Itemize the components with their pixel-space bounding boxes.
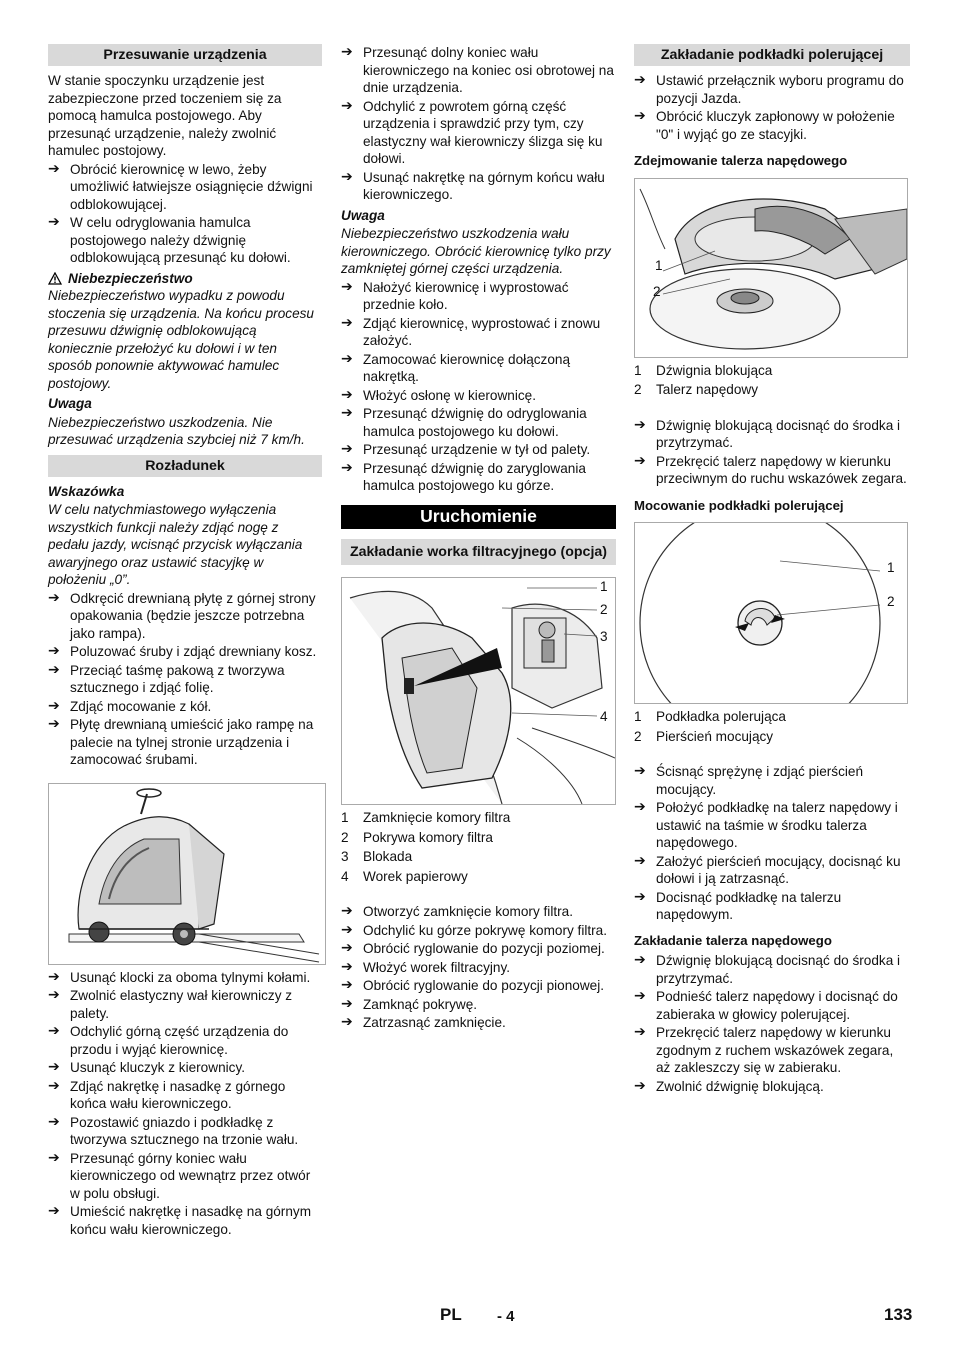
legend-text: Blokada [363,849,413,864]
footer-section: - 4 [497,1308,515,1325]
legend-item [634,381,910,399]
legend-number: 2 [634,728,642,744]
legend-number: 1 [634,709,642,724]
paragraph-rest: W stanie spoczynku urządzenie jest zabezpieczone przed toczeniem się za pomocą hamulca postojowego. Aby przesunąć urządzenie, należy zwolnić hamulec postojowy. [48,73,282,158]
step-item: ➔ Docisnąć podkładkę na talerzu napędowym. [634,889,910,924]
legend-item [341,829,616,847]
fig-label-2: 2 [887,594,895,609]
legend-number: 1 [341,810,349,825]
step-item: ➔ Usunąć nakrętkę na górnym końcu wału kierowniczego. [341,169,616,204]
step-item: ➔ Przesunąć dźwignię do odryglowania hamulca postojowego ku dołowi. [341,405,616,440]
step-item: ➔ Przesunąć urządzenie w tył od palety. [341,441,616,459]
step-item: ➔ W celu odryglowania hamulca postojowego należy dźwignię odblokowującą przesunąć ku dołowi. [48,214,322,267]
legend-list [341,809,616,885]
steps-list [341,903,616,1032]
legend-item [341,848,616,866]
steps-list [634,952,910,1095]
step-item: ➔ Zamocować kierownicę dołączoną nakrętką. [341,351,616,386]
steps-list [341,279,616,495]
column-2 [341,44,616,1033]
step-item: ➔ Dźwignię blokującą docisnąć do środka i przytrzymać. [634,952,910,987]
fig-label-2: 2 [653,283,661,299]
legend-item [634,728,910,746]
danger-heading [48,270,322,288]
heading-unloading: Rozładunek [48,455,322,477]
subheading-remove-plate: Zdejmowanie talerza napędowego [634,153,848,168]
step-item: ➔ Przesunąć dźwignię do zaryglowania hamulca postojowego ku górze. [341,460,616,495]
footer-page-number: 133 [884,1305,913,1324]
legend-number: 1 [634,362,642,378]
legend-item [634,362,910,380]
heading-startup: Uruchomienie [341,505,616,530]
note-text: Niebezpieczeństwo uszkodzenia. Nie przesuwać urządzenia szybciej niż 7 km/h. [48,414,305,447]
step-item: ➔ Ścisnąć sprężynę i zdjąć pierścień mocujący. [634,763,910,798]
fig-label-2: 2 [600,602,608,617]
legend-text: Worek papierowy [363,868,468,884]
steps-list [634,763,910,924]
step-item: ➔ Przekręcić talerz napędowy w kierunku zgodnym z ruchem wskazówek zegara, aż zakleszczy się w zabieraku. [634,1024,910,1077]
step-item: ➔ Przekręcić talerz napędowy w kierunku przeciwnym do ruchu wskazówek zegara. [634,453,910,488]
step-item: ➔ Obrócić kierownicę w lewo, żeby umożliwić łatwiejsze osiągnięcie dźwigni odblokowującej. [48,161,322,214]
heading-pad: Zakładanie podkładki polerującej [634,44,910,66]
legend-text: Podkładka polerująca [656,709,786,724]
danger-title: Niebezpieczeństwo [68,270,193,286]
legend-item [341,809,616,827]
step-item: ➔ Usunąć klocki za oboma tylnymi kołami. [48,969,322,987]
step-item: ➔ Umieścić nakrętkę i nasadkę na górnym końcu wału kierowniczego. [48,1203,322,1238]
step-item: ➔ Włożyć worek filtracyjny. [341,959,616,977]
legend-number: 4 [341,868,349,884]
hint-title: Wskazówka [48,483,125,499]
note-text: Niebezpieczeństwo uszkodzenia wału kierowniczego. Obrócić kierownicę tylko przy zamkniętej górnej części urządzenia. [341,226,611,276]
step-item: ➔ Zwolnić elastyczny wał kierowniczy z palety. [48,987,322,1022]
step-item: ➔ Obrócić kluczyk zapłonowy w położenie "0" i wyjąć go ze stacyjki. [634,108,910,143]
step-item: ➔ Nałożyć kierownicę i wyprostować przednie koło. [341,279,616,314]
legend-item [341,868,616,886]
danger-text: Niebezpieczeństwo wypadku z powodu stoczenia się urządzenia. Na końcu procesu przesuwu dźwignię odblokowującą koniecznie przełożyć ku dołowi i w ten sposób ponownie aktywować hamulec postojowy. [48,288,314,391]
footer-language: PL [440,1305,462,1324]
step-item: ➔ Usunąć kluczyk z kierownicy. [48,1059,322,1077]
legend-list [634,362,910,399]
step-item: ➔ Obrócić ryglowanie do pozycji poziomej. [341,940,616,958]
legend-text: Pierścień mocujący [656,728,774,744]
legend-list [634,708,910,745]
machine-ramp-figure [48,783,326,965]
step-item: ➔ Poluzować śruby i zdjąć drewniany kosz. [48,643,322,661]
fig-label-3: 3 [600,629,608,644]
note-title: Uwaga [341,207,385,223]
legend-number: 2 [634,382,642,397]
subheading-mount-pad: Mocowanie podkładki polerującej [634,497,844,513]
fig-label-1: 1 [887,560,895,575]
step-item: ➔ Zdjąć mocowanie z kół. [48,698,322,716]
fig-label-1: 1 [655,257,663,273]
steps-list [48,161,322,267]
hint-text: W celu natychmiastowego wyłączenia wszystkich funkcji należy zdjąć nogę z pedału jazdy, wcisnąć przycisk wyłączania awaryjnego oraz ustawić stacyjkę w położeniu „0”. [48,502,303,587]
step-item: ➔ Ustawić przełącznik wyboru programu do pozycji Jazda. [634,72,910,107]
step-item: ➔ Odchylić górną część urządzenia do przodu i wyjąć kierownicę. [48,1023,322,1058]
legend-number: 3 [341,849,349,864]
step-item: ➔ Zatrzasnąć zamknięcie. [341,1014,616,1032]
step-item: ➔ Zwolnić dźwignię blokującą. [634,1078,910,1096]
step-item: ➔ Podnieść talerz napędowy i docisnąć do zabieraka w głowicy polerującej. [634,988,910,1023]
warning-triangle-icon [48,272,62,285]
subheading-install-plate: Zakładanie talerza napędowego [634,932,832,948]
legend-text: Pokrywa komory filtra [363,829,493,845]
step-item: ➔ Pozostawić gniazdo i podkładkę z tworzywa sztucznego na trzonie wału. [48,1114,322,1149]
legend-text: Zamknięcie komory filtra [363,810,511,825]
step-item: ➔ Otworzyć zamknięcie komory filtra. [341,903,616,921]
step-item: ➔ Dźwignię blokującą docisnąć do środka i przytrzymać. [634,417,910,452]
steps-list [48,590,322,769]
filter-chamber-figure [341,577,616,805]
step-item: ➔ Zdjąć nakrętkę i nasadkę z górnego końca wału kierowniczego. [48,1078,322,1113]
step-item: ➔ Założyć pierścień mocujący, docisnąć ku dołowi i ją zatrzasnąć. [634,853,910,888]
legend-text: Dźwignia blokująca [656,362,773,378]
legend-number: 2 [341,829,349,845]
steps-list [341,44,616,204]
step-item: ➔ Przeciąć taśmę pakową z tworzywa sztucznego i zdjąć folię. [48,662,322,697]
fig-label-4: 4 [600,709,608,724]
step-item: ➔ Położyć podkładkę na talerz napędowy i ustawić na taśmie w środku talerza napędowego. [634,799,910,852]
steps-list [48,969,322,1239]
steps-list [634,72,910,143]
step-item: ➔ Przesunąć dolny koniec wału kierowniczego na koniec osi obrotowej na dnie urządzenia. [341,44,616,97]
drive-plate-figure [634,178,908,358]
note-title: Uwaga [48,396,92,411]
heading-moving: Przesuwanie urządzenia [48,44,322,66]
step-item: ➔ Płytę drewnianą umieścić jako rampę na palecie na tylnej stronie urządzenia i zamocować śrubami. [48,716,322,769]
steps-list [634,417,910,488]
column-1 [48,44,322,1239]
step-item: ➔ Zdjąć kierownicę, wyprostować i znowu założyć. [341,315,616,350]
column-3 [634,44,910,1096]
step-item: ➔ Przesunąć górny koniec wału kierowniczego od wewnątrz przez otwór w polu obsługi. [48,1150,322,1203]
step-item: ➔ Włożyć osłonę w kierownicę. [341,387,616,405]
fig-label-1: 1 [600,579,608,594]
step-item: ➔ Odkręcić drewnianą płytę z górnej strony opakowania (będzie jeszcze potrzebna jako rampa). [48,590,322,643]
legend-item [634,708,910,726]
legend-text: Talerz napędowy [656,382,759,397]
step-item: ➔ Obrócić ryglowanie do pozycji pionowej. [341,977,616,995]
step-item: ➔ Odchylić ku górze pokrywę komory filtra. [341,922,616,940]
step-item: ➔ Odchylić z powrotem górną część urządzenia i sprawdzić przy tym, czy elastyczny wał kierowniczy ślizga się ku dołowi. [341,98,616,168]
heading-filterbag: Zakładanie worka filtracyjnego (opcja) [341,539,616,565]
step-item: ➔ Zamknąć pokrywę. [341,996,616,1014]
polishing-pad-figure [634,522,908,704]
